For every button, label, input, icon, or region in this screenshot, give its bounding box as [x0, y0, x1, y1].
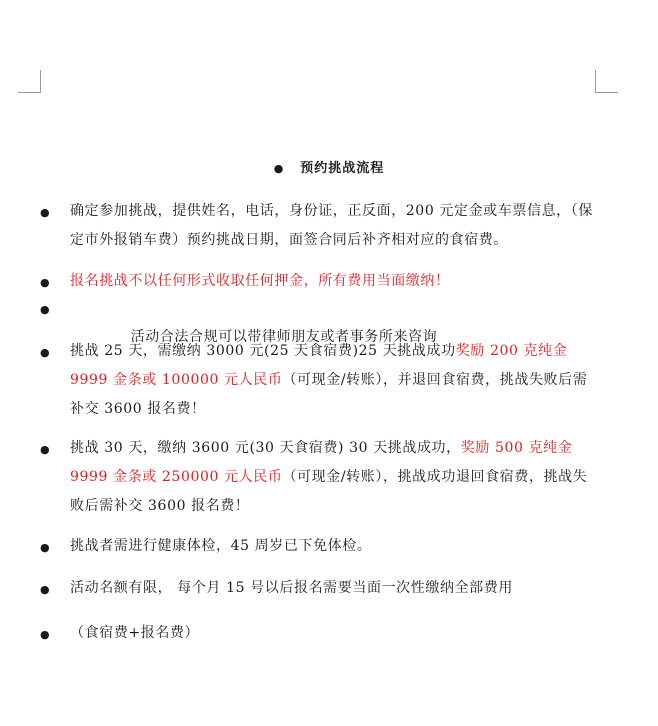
bullet-icon: ●	[40, 346, 50, 359]
text-segment: （可现金/转账），并退回食宿费，挑战失败后需补交 3600 报名费！	[70, 372, 588, 417]
item-text	[70, 532, 600, 561]
item-text	[70, 434, 600, 521]
list-item	[40, 532, 600, 561]
item-text	[70, 574, 600, 603]
bullet-icon: ●	[40, 541, 50, 554]
text-segment: 挑战者需进行健康体检，45 周岁已下免体检。	[70, 538, 372, 554]
crop-mark-top-left	[18, 70, 41, 93]
red-text-segment: 奖励 200 克纯金 9999 金条或 100000 元人民币	[70, 343, 568, 388]
text-segment: 确定参加挑战，提供姓名，电话，身份证，正反面，200 元定金或车票信息，（保定市外报销车费）预约挑战日期，面签合同后补齐相对应的食宿费。	[70, 203, 593, 248]
title-bullet-icon: ●	[273, 162, 285, 175]
list-item	[40, 197, 600, 255]
list-item	[40, 434, 600, 521]
bullet-icon: ●	[40, 303, 50, 316]
text-segment: （食宿费+报名费）	[70, 625, 200, 641]
item-text	[70, 197, 600, 255]
bullet-icon: ●	[40, 583, 50, 596]
text-segment: 挑战 25 天，需缴纳 3000 元(25 天食宿费)25 天挑战成功	[70, 343, 456, 359]
text-segment: 挑战 30 天，缴纳 3600 元(30 天食宿费) 30 天挑战成功，	[70, 440, 461, 456]
list-item	[40, 267, 600, 296]
red-text-segment: 奖励 500 克纯金 9999 金条或 250000 元人民币	[70, 440, 573, 485]
bullet-icon: ●	[40, 206, 50, 219]
bullet-icon: ●	[40, 276, 50, 289]
title-text: 预约挑战流程	[300, 161, 385, 176]
document-title	[0, 157, 658, 176]
bullet-icon: ●	[40, 628, 50, 641]
list-item	[40, 337, 600, 424]
red-text-segment: 报名挑战不以任何形式收取任何押金，所有费用当面缴纳！	[70, 273, 450, 289]
list-item	[40, 619, 600, 648]
item-text	[70, 619, 600, 648]
item-text	[70, 337, 600, 424]
list-item	[40, 574, 600, 603]
item-text	[70, 267, 600, 296]
text-segment: 活动合法合规可以带律师朋友或者事务所来咨询	[90, 329, 438, 345]
text-segment: 活动名额有限， 每个月 15 号以后报名需要当面一次性缴纳全部费用	[70, 580, 513, 596]
text-segment: （可现金/转账），挑战成功退回食宿费，挑战失败后需补交 3600 报名费！	[70, 469, 588, 514]
bullet-icon: ●	[40, 443, 50, 456]
crop-mark-top-right	[595, 70, 618, 93]
